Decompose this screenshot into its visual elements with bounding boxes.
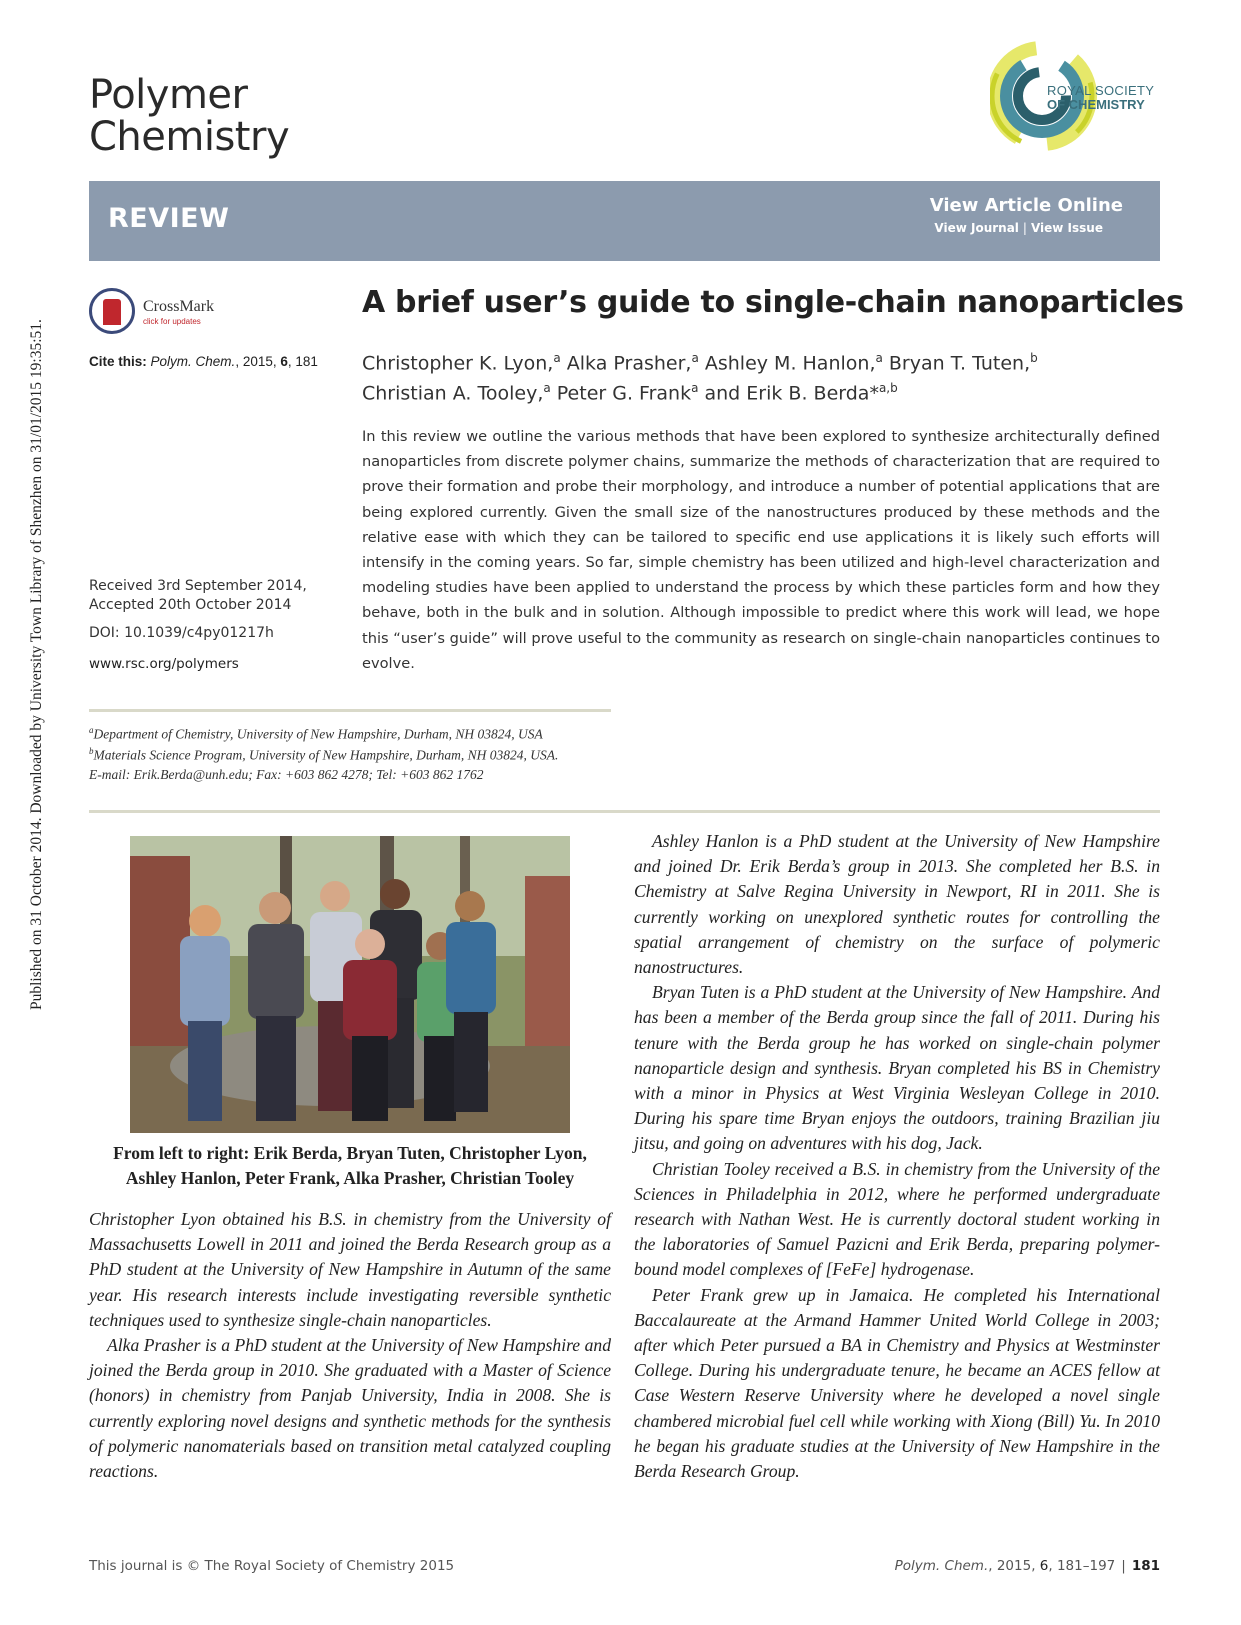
- rsc-logo-line1: ROYAL SOCIETY: [1047, 83, 1155, 98]
- divider: [89, 709, 611, 712]
- accepted-date: Accepted 20th October 2014: [89, 597, 292, 613]
- group-photo: [130, 836, 570, 1133]
- crossmark-sublabel: click for updates: [143, 317, 201, 326]
- author: Alka Prasher,: [566, 352, 692, 375]
- cite-year: , 2015,: [235, 354, 281, 369]
- affiliation: [89, 725, 629, 743]
- footer-journal: Polym. Chem.: [894, 1558, 989, 1574]
- affiliation-mark: b: [89, 746, 94, 756]
- crossmark-icon: [89, 288, 135, 334]
- affiliation-mark: a: [89, 725, 94, 735]
- author-bio: Alka Prasher is a PhD student at the University of New Hampshire and joined the Berda group in 2010. She graduated with a Master of Science (honors) in chemistry from Panjab University, India in 2008. She is currently exploring novel designs and synthetic methods for the synthesis of polymeric nanomaterials based on transition metal catalyzed coupling reactions.: [89, 1335, 611, 1482]
- banner-links: [934, 221, 1103, 235]
- crossmark-label: CrossMark: [143, 298, 215, 315]
- article-type-banner: [89, 181, 1160, 261]
- cite-prefix: Cite this:: [89, 354, 147, 369]
- page-number: 181: [1131, 1558, 1160, 1574]
- author-bio: Bryan Tuten is a PhD student at the University of New Hampshire. And has been a member of the Berda group since the fall of 2011. During his tenure with the Berda group he has worked on single-chain polymer nanoparticle design and synthesis. Bryan completed his BS in Chemistry with a minor in Physics at West Virginia Wesleyan College in 2010. During his spare time Bryan enjoys the outdoors, training Brazilian jiu jitsu, and going on adventures with his dog, Jack.: [634, 982, 1160, 1154]
- view-issue-link[interactable]: View Issue: [1030, 221, 1103, 235]
- cite-journal: Polym. Chem.: [150, 354, 236, 369]
- banner-link-separator: |: [1022, 221, 1027, 235]
- footer-copyright: This journal is © The Royal Society of Chemistry 2015: [89, 1558, 455, 1574]
- view-journal-link[interactable]: View Journal: [934, 221, 1019, 235]
- author: Ashley M. Hanlon,: [704, 352, 876, 375]
- received-date: Received 3rd September 2014,: [89, 578, 307, 594]
- author-affiliation-mark: a: [691, 381, 699, 396]
- photo-caption: From left to right: Erik Berda, Bryan Tuten, Christopher Lyon, Ashley Hanlon, Peter Frank, Alka Prasher, Christian Tooley: [113, 1143, 587, 1188]
- author: and Erik B. Berda*: [704, 382, 879, 405]
- doi[interactable]: DOI: 10.1039/c4py01217h: [89, 625, 274, 641]
- rsc-logo-text: [1047, 84, 1154, 112]
- bios-right-column: [634, 829, 1160, 1484]
- journal-title: [89, 74, 289, 158]
- author: Peter G. Frank: [556, 382, 692, 405]
- author-affiliation-mark: b: [1030, 351, 1038, 365]
- abstract: In this review we outline the various methods that have been explored to synthesize architecturally defined nanoparticles from discrete polymer chains, summarize the methods of characterization that are required to prove their formation and probe their morphology, and introduce a number of potential applications that are being explored currently. Given the small size of the nanostructures produced by these methods and the relative ease with which they can be tailored to specific end use applications it is likely such efforts will intensify in the coming years. So far, simple chemistry has been utilized and high-level characterization and modeling studies have been applied to understand the process by which these particles form and how they behave, both in the bulk and in solution. Although impossible to predict where this work will lead, we hope this “user’s guide” will prove useful to the community as research on single-chain nanoparticles continues to evolve.: [362, 428, 1160, 672]
- author-affiliation-mark: a: [875, 351, 883, 365]
- journal-title-line2: Chemistry: [89, 114, 290, 160]
- affiliation-text: Materials Science Program, University of New Hampshire, Durham, NH 03824, USA.: [93, 747, 559, 763]
- author-affiliation-mark: a: [553, 351, 561, 365]
- author: Christopher K. Lyon,: [362, 352, 554, 375]
- author: Bryan T. Tuten,: [888, 352, 1031, 375]
- journal-title-line1: Polymer: [89, 72, 248, 118]
- article-title: A brief user’s guide to single-chain nanoparticles: [362, 285, 1184, 320]
- author-bio: Christopher Lyon obtained his B.S. in chemistry from the University of Massachusetts Lowell in 2011 and joined the Berda Research group as a PhD student at the University of New Hampshire in Autumn of the same year. His research interests include investigating reversible synthetic techniques used to synthesize single-chain nanoparticles.: [89, 1209, 611, 1330]
- divider: [89, 810, 1160, 813]
- affiliation-text: Department of Chemistry, University of New Hampshire, Durham, NH 03824, USA: [93, 726, 543, 742]
- author-bio: Christian Tooley received a B.S. in chemistry from the University of the Sciences in Philadelphia in 2012, where he performed undergraduate research with Nathan West. He is currently doctoral student working in the laboratories of Samuel Pazicni and Erik Berda, preparing polymer-bound model complexes of [FeFe] hydrogenase.: [634, 1158, 1160, 1280]
- author-affiliation-mark: a: [691, 351, 699, 365]
- footer-separator: |: [1121, 1558, 1126, 1574]
- view-article-online-link[interactable]: View Article Online: [929, 195, 1123, 216]
- footer-volume: 6: [1039, 1558, 1049, 1574]
- bios-left-column: [89, 1207, 611, 1484]
- footer-year: , 2015,: [988, 1558, 1040, 1574]
- crossmark-badge[interactable]: [89, 288, 229, 338]
- author-affiliation-mark: a,b: [878, 381, 898, 396]
- journal-url-link[interactable]: www.rsc.org/polymers: [89, 656, 239, 672]
- rsc-logo-line2: OF CHEMISTRY: [1047, 97, 1145, 112]
- citation: [89, 354, 318, 369]
- author-bio: Peter Frank grew up in Jamaica. He completed his International Baccalaureate at the Armand Hammer United World College in 2003; after which Peter pursued a BA in Chemistry and Physics at Westminster College. During his undergraduate tenure, he became an ACES fellow at Case Western Reserve University where he developed a novel single chambered microbial fuel cell while working with Xiong (Bill) Yu. In 2010 he began his graduate studies at the University of New Hampshire in the Berda Research Group.: [634, 1284, 1160, 1482]
- article-type-label: REVIEW: [108, 203, 230, 234]
- author-affiliation-mark: a: [543, 381, 551, 396]
- author: Christian A. Tooley,: [362, 382, 544, 405]
- group-photo-image: [130, 836, 570, 1133]
- contact-info: E-mail: Erik.Berda@unh.edu; Fax: +603 862 4278; Tel: +603 862 1762: [89, 767, 484, 782]
- footer-pages: , 181–197: [1048, 1558, 1116, 1574]
- author-list: [362, 346, 1162, 407]
- download-notice: Published on 31 October 2014. Downloaded by University Town Library of Shenzhen on 31/01/2015 19:35:51.: [28, 319, 45, 1010]
- footer-citation: [895, 1558, 1160, 1574]
- author-bio: Ashley Hanlon is a PhD student at the University of New Hampshire and joined Dr. Erik Berda’s group in 2013. She completed her B.S. in Chemistry at Salve Regina University in Newport, RI in 2011. She is currently working on unexplored synthetic routes for controlling the spatial arrangement of chemistry on the surface of polymeric nanostructures.: [634, 831, 1160, 978]
- cite-page: , 181: [287, 354, 318, 369]
- affiliation: [89, 746, 629, 764]
- cite-volume: 6: [280, 354, 288, 369]
